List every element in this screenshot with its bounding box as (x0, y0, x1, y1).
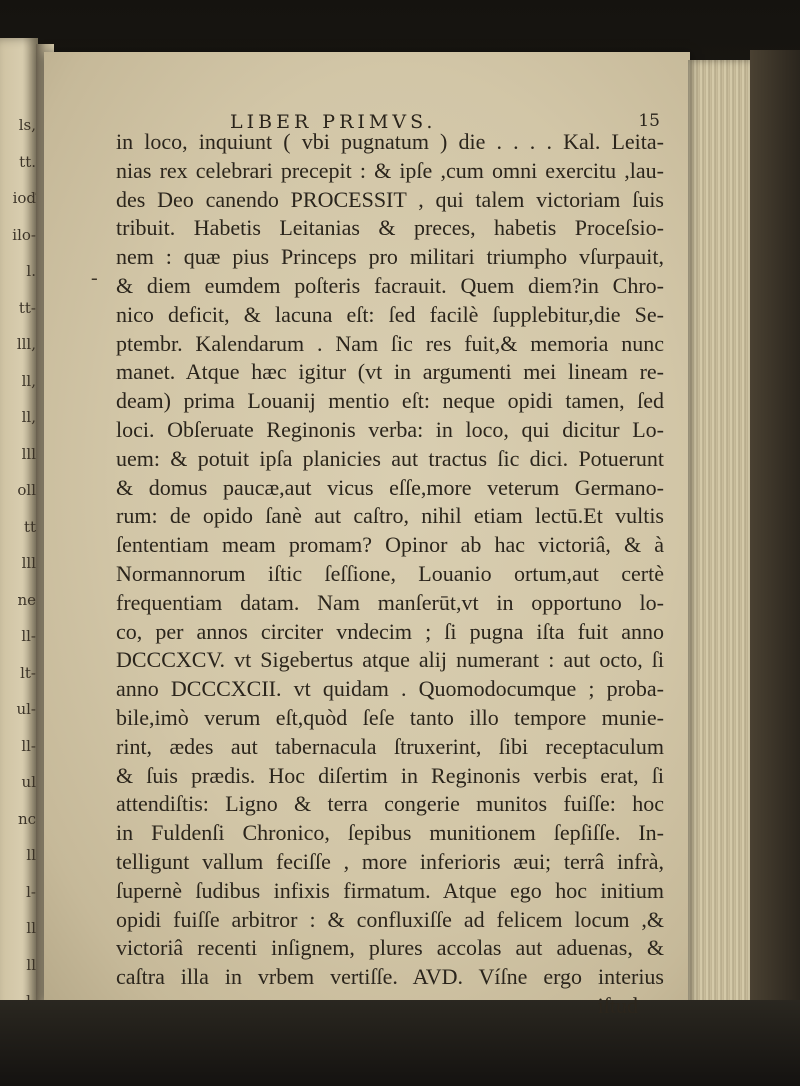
left-page-fragment: ll- (21, 736, 36, 755)
text-line: & diem eumdem poſteris facrauit. Quem diem?in Chro- (116, 272, 664, 298)
text-line: loci. Obſeruate Reginonis verba: in loco, qui dicitur Lo- (116, 416, 664, 442)
page-number: 15 (638, 111, 660, 131)
left-page-fragment: nc (17, 809, 36, 828)
text-line: telligunt vallum feciſſe , more inferioris æui; terrâ infrà, (116, 848, 664, 874)
left-page-fragment: tt (23, 517, 36, 536)
text-line: nico deficit, & lacuna eſt: ſed facilè ſupplebitur,die Se- (116, 301, 664, 327)
left-page-fragment: ne (17, 590, 36, 609)
left-page-fragment: lll (21, 554, 36, 572)
left-page-fragment: lll, (16, 335, 36, 353)
page-edges (688, 60, 750, 1010)
left-page-fragment: ll (26, 955, 36, 974)
left-page-fragment: ilo- (12, 225, 36, 244)
text-line: deam) prima Louanij mentio eſt: neque opidi tamen, ſed (116, 388, 664, 414)
text-line: nias rex celebrari precepit : & ipſe ,cum omni exercitu ,lau- (116, 157, 664, 183)
text-line: co, per annos circiter vndecim ; ſi pugna iſta fuit anno (116, 618, 664, 644)
text-line: ptembr. Kalendarum . Nam ſic res fuit,& memoria nunc (116, 330, 664, 356)
text-line: rum: de opido ſanè aut caſtro, nihil etiam lectū.Et vultis (116, 503, 664, 529)
left-page-fragment: l. (26, 262, 36, 280)
left-page-fragment: ll (26, 919, 36, 937)
left-page-fragment: oll (17, 481, 36, 499)
text-line: ſententiam meam promam? Opinor ab hac victoriâ, & à (116, 532, 664, 558)
running-head: LIBER PRIMVS. (230, 111, 437, 133)
left-page-fragment: ul (21, 773, 36, 791)
left-page-fragment: ll, (21, 371, 36, 390)
left-page-fragment: ll (26, 846, 36, 864)
text-line: frequentiam datam. Nam manſerūt,vt in opportuno lo- (116, 589, 664, 615)
text-line: attendiſtis: Ligno & terra congerie munitos fuiſſe: hoc (116, 791, 664, 817)
text-line: & domus paucæ,aut vicus eſſe,more veterum Germano- (116, 474, 664, 500)
text-line: DCCCXCV. vt Sigebertus atque alij numerant : aut octo, ſi (116, 647, 664, 673)
left-page-fragment: ll- (21, 627, 36, 645)
body-text (116, 128, 664, 1021)
text-line: manet. Atque hæc igitur (vt in argumenti mei lineam re- (116, 359, 664, 385)
text-line: anno DCCCXCII. vt quidam . Quomodocumque ; proba- (116, 676, 664, 702)
text-line: victoriâ recenti inſignem, plures accolas aut aduenas, & (116, 935, 664, 961)
text-line: bile,imò verum eſt,quòd ſeſe tanto illo tempore munie- (116, 704, 664, 730)
left-page-fragment: lll (21, 444, 36, 463)
text-line: opidi fuiſſe arbitror : & confluxiſſe ad felicem locum ,& (116, 906, 664, 932)
left-page-fragment: ls, (18, 116, 36, 134)
text-line: in loco, inquiunt ( vbi pugnatum ) die . . . . Kal. Leita- (116, 129, 664, 154)
left-page-fragment: ioď (12, 189, 36, 207)
text-line: nem : quæ pius Princeps pro militari triumpho vſurpauit, (116, 244, 664, 270)
left-page-fragment: l- (26, 882, 36, 901)
left-page-fragment: tt- (18, 298, 36, 317)
text-line: rint, ædes aut tabernacula ſtruxerint, ſibi receptaculum (116, 733, 664, 759)
text-line: caſtra illa in vrbem vertiſſe. AVD. Víſne ergo interius (116, 964, 664, 990)
left-facing-page (0, 38, 38, 1023)
text-line: tribuit. Habetis Leitanias & preces, habetis Proceſsio- (116, 215, 664, 241)
book-cover-edge (750, 50, 800, 1020)
text-line: & ſuis prædis. Hoc diſertim in Reginonis verbis erat, ſi (116, 762, 664, 788)
text-line: Normannorum iſtic ſeſſione, Louanio ortum,aut certè (116, 560, 664, 586)
text-line: uem: & potuit ipſa planicies aut tractus ſic dici. Potuerunt (116, 445, 664, 471)
margin-mark: - (91, 267, 98, 289)
text-line: des Deo canendo PROCESSIT , qui talem victoriam ſuis (116, 186, 664, 212)
left-page-fragment: lt- (20, 663, 36, 682)
text-line: in Fuldenſi Chronico, ſepibus munitionem ſepſiſſe. In- (116, 820, 664, 846)
left-page-fragment: tt. (19, 152, 36, 171)
text-line: ſupernè ſudibus infixis firmatum. Atque ego hoc initium (116, 877, 664, 903)
catchword: iſtud (597, 992, 638, 1018)
left-page-fragment: ll, (21, 408, 36, 426)
left-page-fragment: ul- (16, 700, 36, 718)
